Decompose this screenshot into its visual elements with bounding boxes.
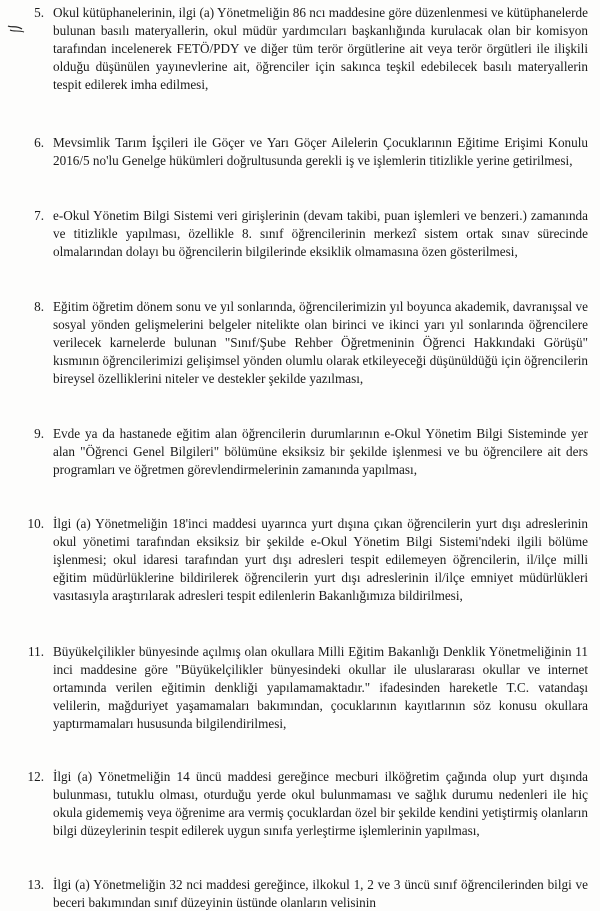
list-item-8 xyxy=(12,298,588,388)
item-text: e-Okul Yönetim Bilgi Sistemi veri girişlerinin (devam takibi, puan işlemleri ve benzeri.) zamanında ve titizlikle yapılması, özellikle 8. sınıf öğrencilerinin merkezî sistem ortak sınav sürecinde olmalarından dolayı bu öğrencilerin bilgilerinde eksiklik olmamasına özen gösterilmesi, xyxy=(53,208,588,260)
item-number: 5. xyxy=(34,5,44,20)
item-text: Büyükelçilikler bünyesinde açılmış olan okullara Milli Eğitim Bakanlığı Denklik Yönetmeliğinin 11 inci maddesine göre "Büyükelçilikler bünyesindeki okullar ile uluslararası okullar ve internet ortamında verilen eğitimin denkliği yapılamamaktadır." ifadesinden hareketle T.C. vatandaşı velilerin, mağduriyet yaşamamaları bakımından, çocuklarının kayıtlarının söz konusu okullara yaptırmamaları hususunda bilgilendirilmesi, xyxy=(53,644,588,732)
item-number: 10. xyxy=(27,516,44,531)
item-text: İlgi (a) Yönetmeliğin 32 nci maddesi gereğince, ilkokul 1, 2 ve 3 üncü sınıf öğrencilerinden bilgi ve beceri bakımından sınıf düzeyinin üstünde olanların velisinin xyxy=(53,877,588,911)
item-number: 8. xyxy=(34,299,44,314)
item-number: 6. xyxy=(34,135,44,150)
list-item-7 xyxy=(12,207,588,261)
item-text: Okul kütüphanelerinin, ilgi (a) Yönetmeliğin 86 ncı maddesine göre düzenlenmesi ve kütüphanelerde bulunan basılı materyallerin, okul müdür yardımcıları başkanlığında kurulacak olan bir komisyon tarafından incelenerek FETÖ/PDY ve diğer tüm terör örgütlerine ait veya terör örgütleri ile ilişkili olduğu düşünülen yayınevlerine ait, öğrenciler için sakınca teşkil edebilecek basılı materyallerin tespit edilerek imha edilmesi, xyxy=(53,5,588,93)
list-item-11 xyxy=(12,643,588,733)
item-text: Mevsimlik Tarım İşçileri ile Göçer ve Yarı Göçer Ailelerin Çocuklarının Eğitime Erişimi Konulu 2016/5 no'lu Genelge hükümleri doğrultusunda gerekli iş ve işlemlerin titizlikle yerine getirilmesi, xyxy=(53,135,588,169)
list-item-13 xyxy=(12,876,588,911)
list-item-9 xyxy=(12,425,588,479)
item-number: 11. xyxy=(28,644,44,659)
item-text: Evde ya da hastanede eğitim alan öğrencilerin durumlarının e-Okul Yönetim Bilgi Sisteminde yer alan "Öğrenci Genel Bilgileri" bölümüne eksiksiz bir şekilde işlenmesi ve bu öğrencilere ait ders programları ve öğretmen görevlendirmelerinin zamanında yapılması, xyxy=(53,426,588,478)
item-text: İlgi (a) Yönetmeliğin 18'inci maddesi uyarınca yurt dışına çıkan öğrencilerin yurt dışı adreslerinin okul yönetimi tarafından eksiksiz bir şekilde e-Okul Yönetim Bilgi Sistemi'ndeki ilgili bölüme işlenmesi; okul idaresi tarafından yurt dışı adresleri tespit edilemeyen öğrencilerin, il/ilçe milli eğitim müdürlüklerine bildirilerek öğrencilerin yurt dışı adreslerinin il/ilçe emniyet müdürlükleri vasıtasıyla araştırılarak adresleri tespit edilenlerin Bakanlığımıza bildirilmesi, xyxy=(53,516,588,604)
item-text: İlgi (a) Yönetmeliğin 14 üncü maddesi gereğince mecburi ilköğretim çağında olup yurt dışında bulunması, tutuklu olması, oturduğu yerde okul bulunmaması ve sağlık durumu nedenleri ile hiç okula gidememiş veya öğrenime ara vermiş çocuklardan özel bir şekilde kendini yetiştirmiş olanların bilgi düzeylerinin tespit edilerek uygun sınıfa yerleştirme işlemlerinin yapılması, xyxy=(53,769,588,839)
item-number: 7. xyxy=(34,208,44,223)
list-item-6 xyxy=(12,134,588,170)
list-item-5 xyxy=(12,4,588,94)
list-item-10 xyxy=(12,515,588,605)
item-number: 12. xyxy=(27,769,44,784)
list-item-12 xyxy=(12,768,588,840)
item-number: 13. xyxy=(27,877,44,892)
item-number: 9. xyxy=(34,426,44,441)
item-text: Eğitim öğretim dönem sonu ve yıl sonlarında, öğrencilerimizin yıl boyunca akademik, davranışsal ve sosyal yönden gelişmelerini belgeler nitelikte olan birinci ve ikinci yarı yıl sonlarında öğrencilere verilecek karnelerde bulunan "Sınıf/Şube Rehber Öğretmeninin Öğrenci Hakkındaki Görüşü" kısmının öğrencilerimizi gelişimsel yönden olumlu olarak etkileyeceği düşünüldüğü için öğrencilerin bireysel özelliklerini niteler ve destekler şekilde yazılması, xyxy=(53,299,588,387)
